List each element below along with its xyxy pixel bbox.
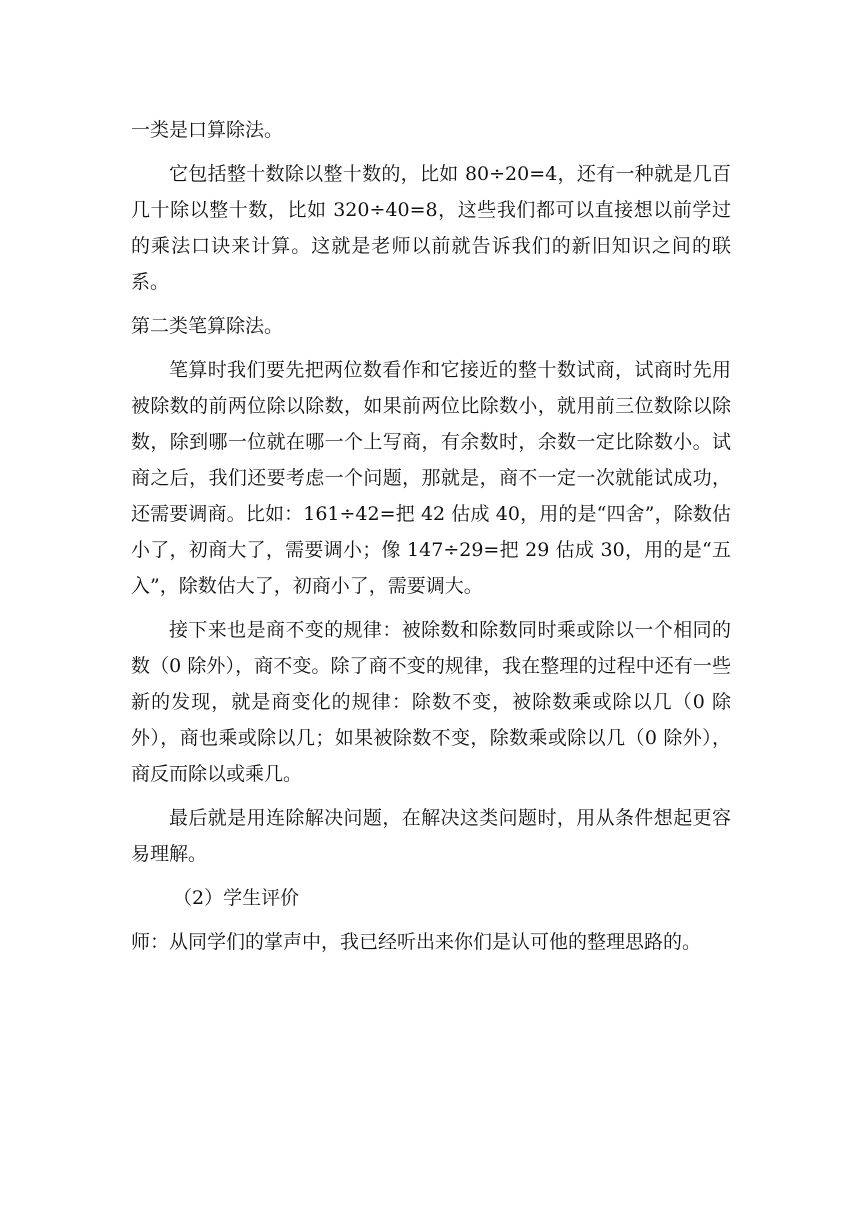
problem-solving-paragraph: 最后就是用连除解决问题，在解决这类问题时，用从条件想起更容易理解。: [131, 807, 731, 865]
heading-written-division: 第二类笔算除法。: [131, 315, 284, 337]
document-body: [131, 112, 731, 968]
written-division-paragraph: 笔算时我们要先把两位数看作和它接近的整十数试商，试商时先用被除数的前两位除以除数，如果前两位比除数小，就用前三位数除以除数，除到哪一位就在哪一个上写商，有余数时，余数一定比除数小。试商之后，我们还要考虑一个问题，那就是，商不一定一次就能试成功，还需要调商。比如：161÷42=把 42 估成 40，用的是“四舍”，除数估小了，初商大了，需要调小；像 147÷29=把 29 估成 30，用的是“五入”，除数估大了，初商小了，需要调大。: [131, 359, 731, 597]
heading-oral-division: 一类是口算除法。: [131, 119, 284, 141]
teacher-remark-paragraph: 师：从同学们的掌声中，我已经听出来你们是认可他的整理思路的。: [131, 931, 702, 953]
student-evaluation-heading: （2）学生评价: [173, 887, 300, 909]
quotient-rule-paragraph: 接下来也是商不变的规律：被除数和除数同时乘或除以一个相同的数（0 除外），商不变。除了商不变的规律，我在整理的过程中还有一些新的发现，就是商变化的规律：除数不变，被除数乘或除以几（0 除外），商也乘或除以几；如果被除数不变，除数乘或除以几（0 除外），商反而除以或乘几。: [131, 619, 731, 785]
oral-division-paragraph: 它包括整十数除以整十数的，比如 80÷20=4，还有一种就是几百几十除以整十数，比如 320÷40=8，这些我们都可以直接想以前学过的乘法口诀来计算。这就是老师以前就告诉我们的新旧知识之间的联系。: [131, 163, 731, 293]
